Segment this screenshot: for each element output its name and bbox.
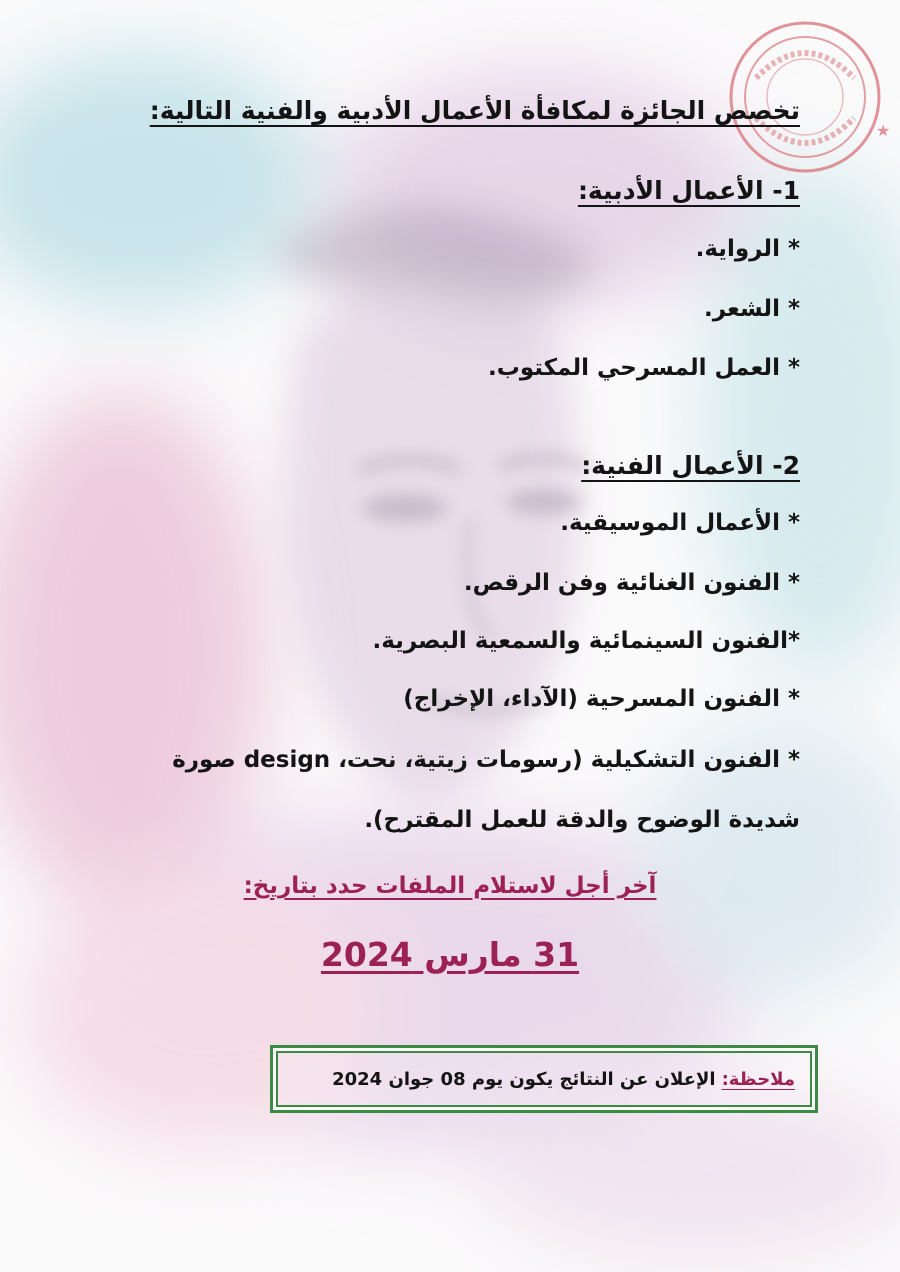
list-item-performing-arts: * الفنون المسرحية (الآداء، الإخراج) <box>403 686 800 712</box>
svg-text:★: ★ <box>876 121 891 140</box>
document-heading: تخصص الجائزة لمكافأة الأعمال الأدبية والفنية التالية: <box>149 96 800 125</box>
list-item-novel: * الرواية. <box>695 236 800 262</box>
deadline-date: 31 مارس 2024 <box>320 935 580 974</box>
list-item-lyric-dance: * الفنون الغنائية وفن الرقص. <box>463 570 800 596</box>
visual-arts-design-word: design <box>243 747 331 773</box>
note-label: ملاحظة: <box>721 1068 795 1090</box>
list-item-visual-arts <box>110 730 800 850</box>
visual-arts-text-start: * الفنون التشكيلية (رسومات زيتية، نحت، <box>330 747 800 773</box>
deadline-label: آخر أجل لاستلام الملفات حدد بتاريخ: <box>243 873 657 899</box>
note-box <box>270 1045 818 1113</box>
list-item-written-theatre: * العمل المسرحي المكتوب. <box>488 355 800 381</box>
section-literary-title: 1- الأعمال الأدبية: <box>577 176 800 205</box>
list-item-cinema-audiovisual: *الفنون السينمائية والسمعية البصرية. <box>372 628 800 654</box>
list-item-poetry: * الشعر. <box>704 296 800 322</box>
list-item-music: * الأعمال الموسيقية. <box>560 510 800 536</box>
section-artistic-title: 2- الأعمال الفنية: <box>581 451 800 480</box>
visual-arts-text-end: صورة شديدة الوضوح والدقة للعمل المقترح). <box>172 747 800 833</box>
note-text: الإعلان عن النتائج يكون يوم 08 جوان 2024 <box>332 1068 716 1090</box>
